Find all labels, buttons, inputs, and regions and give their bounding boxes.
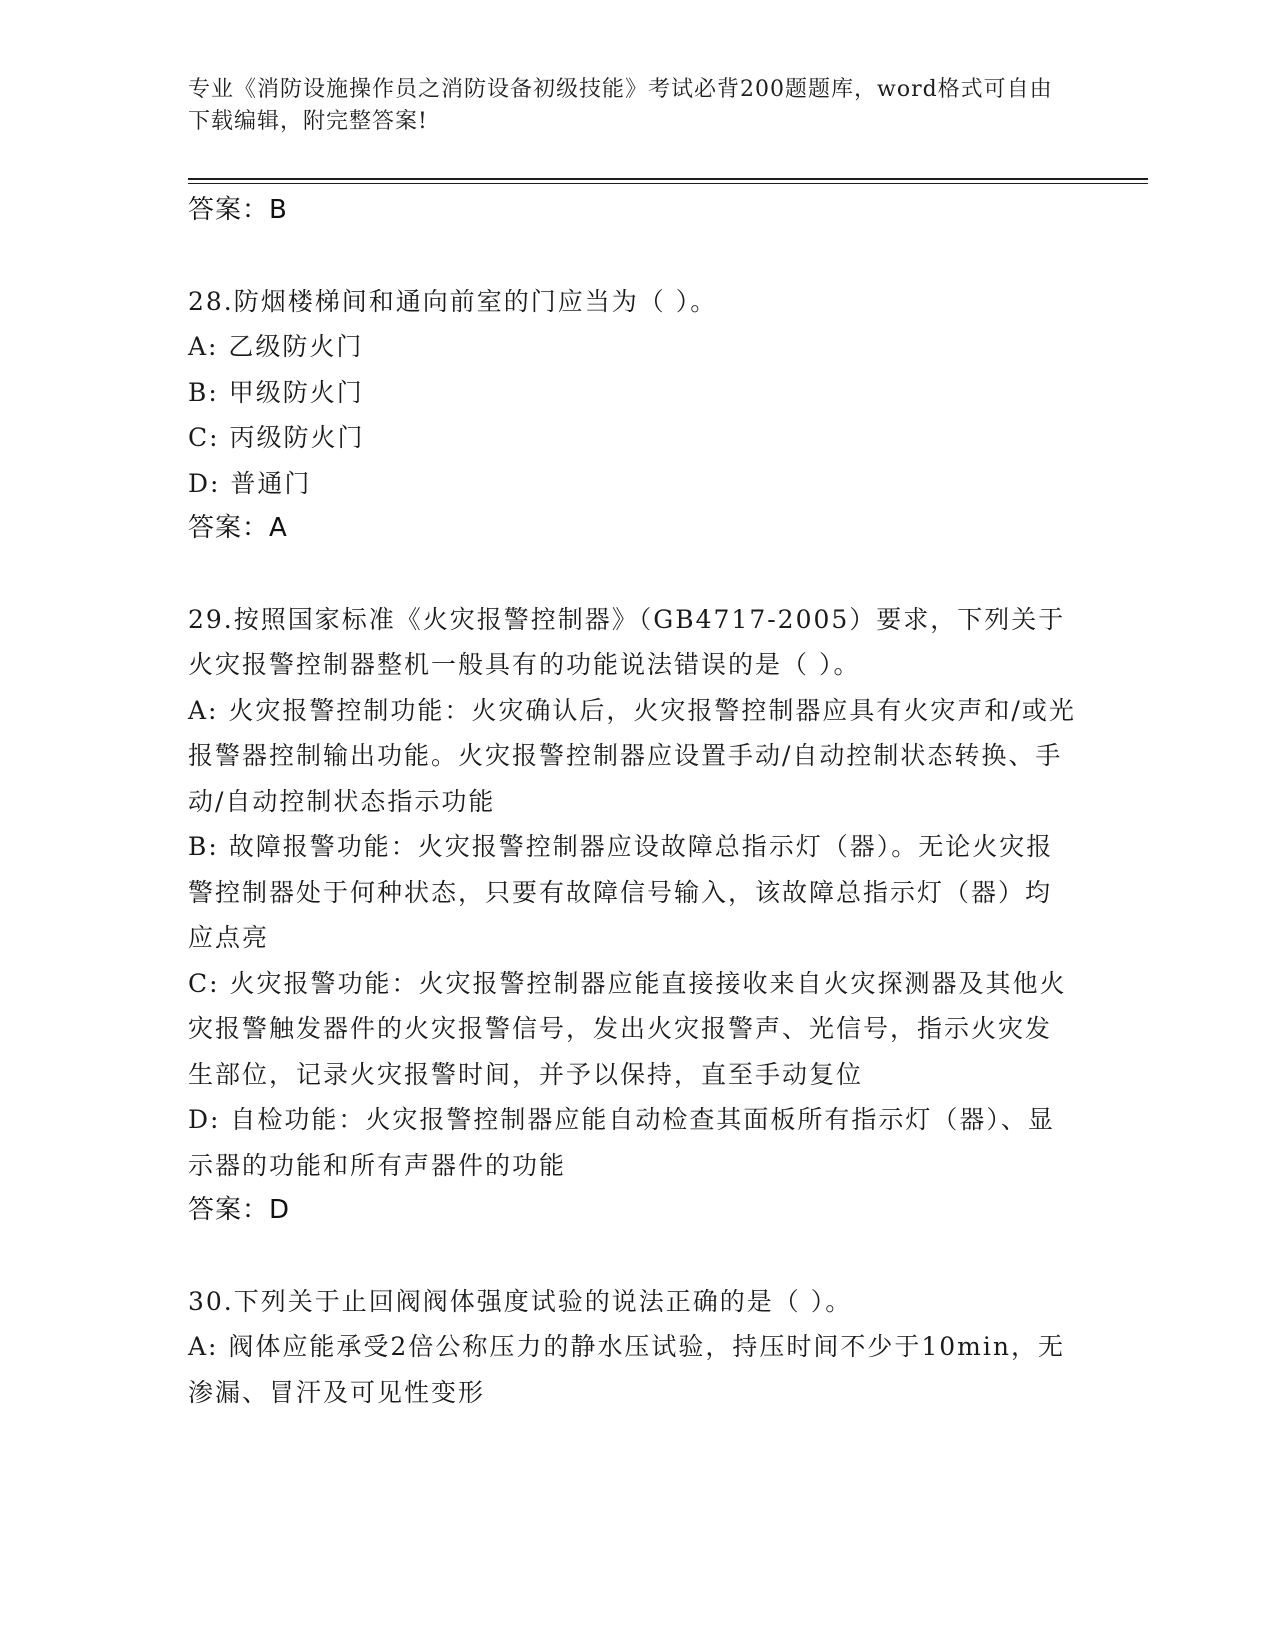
question-stem: 28.防烟楼梯间和通向前室的门应当为（ ）。: [188, 286, 718, 316]
question-stem: 29.按照国家标准《火灾报警控制器》（GB4717-2005）要求，下列关于火灾报警控制器整机一般具有的功能说法错误的是（ ）。: [188, 604, 1066, 679]
question-30: [188, 1279, 1078, 1416]
option-a: A: 火灾报警控制功能：火灾确认后，火灾报警控制器应具有火灾声和/或光报警器控制输出功能。火灾报警控制器应设置手动/自动控制状态转换、手动/自动控制状态指示功能: [188, 695, 1076, 816]
option-b: B: 故障报警功能：火灾报警控制器应设故障总指示灯（器）。无论火灾报警控制器处于何种状态，只要有故障信号输入，该故障总指示灯（器）均应点亮: [188, 832, 1054, 952]
spacer: [188, 552, 1078, 597]
question-29: [188, 597, 1078, 1234]
header-divider-thick: [188, 178, 1148, 180]
option-c: C: 火灾报警功能：火灾报警控制器应能直接接收来自火灾探测器及其他火灾报警触发器件的火灾报警信号，发出火灾报警声、光信号，指示火灾发生部位，记录火灾报警时间，并予以保持，直至手动复位: [188, 968, 1067, 1089]
option-d: D: 普通门: [188, 468, 312, 498]
option-a: A: 乙级防火门: [188, 332, 364, 361]
question-28: [188, 279, 1078, 552]
option-c: C: 丙级防火门: [188, 423, 365, 452]
question-stem: 30.下列关于止回阀阀体强度试验的说法正确的是（ ）。: [188, 1286, 853, 1316]
answer-q29: 答案：D: [188, 1195, 291, 1225]
option-b: B: 甲级防火门: [188, 377, 364, 407]
option-d: D: 自检功能：火灾报警控制器应能自动检查其面板所有指示灯（器）、显示器的功能和所有声器件的功能: [188, 1105, 1055, 1180]
spacer: [188, 234, 1078, 279]
answer-q28: 答案：A: [188, 513, 288, 543]
header-divider-thin: [188, 183, 1148, 184]
document-header: 专业《消防设施操作员之消防设备初级技能》考试必背200题题库，word格式可自由下载编辑，附完整答案!: [188, 77, 1053, 134]
spacer: [188, 1234, 1078, 1279]
answer-q27: 答案：B: [188, 195, 288, 225]
option-a: A: 阀体应能承受2倍公称压力的静水压试验，持压时间不少于10min，无渗漏、冒汗及可见性变形: [188, 1332, 1065, 1407]
question-list: [188, 188, 1078, 1415]
